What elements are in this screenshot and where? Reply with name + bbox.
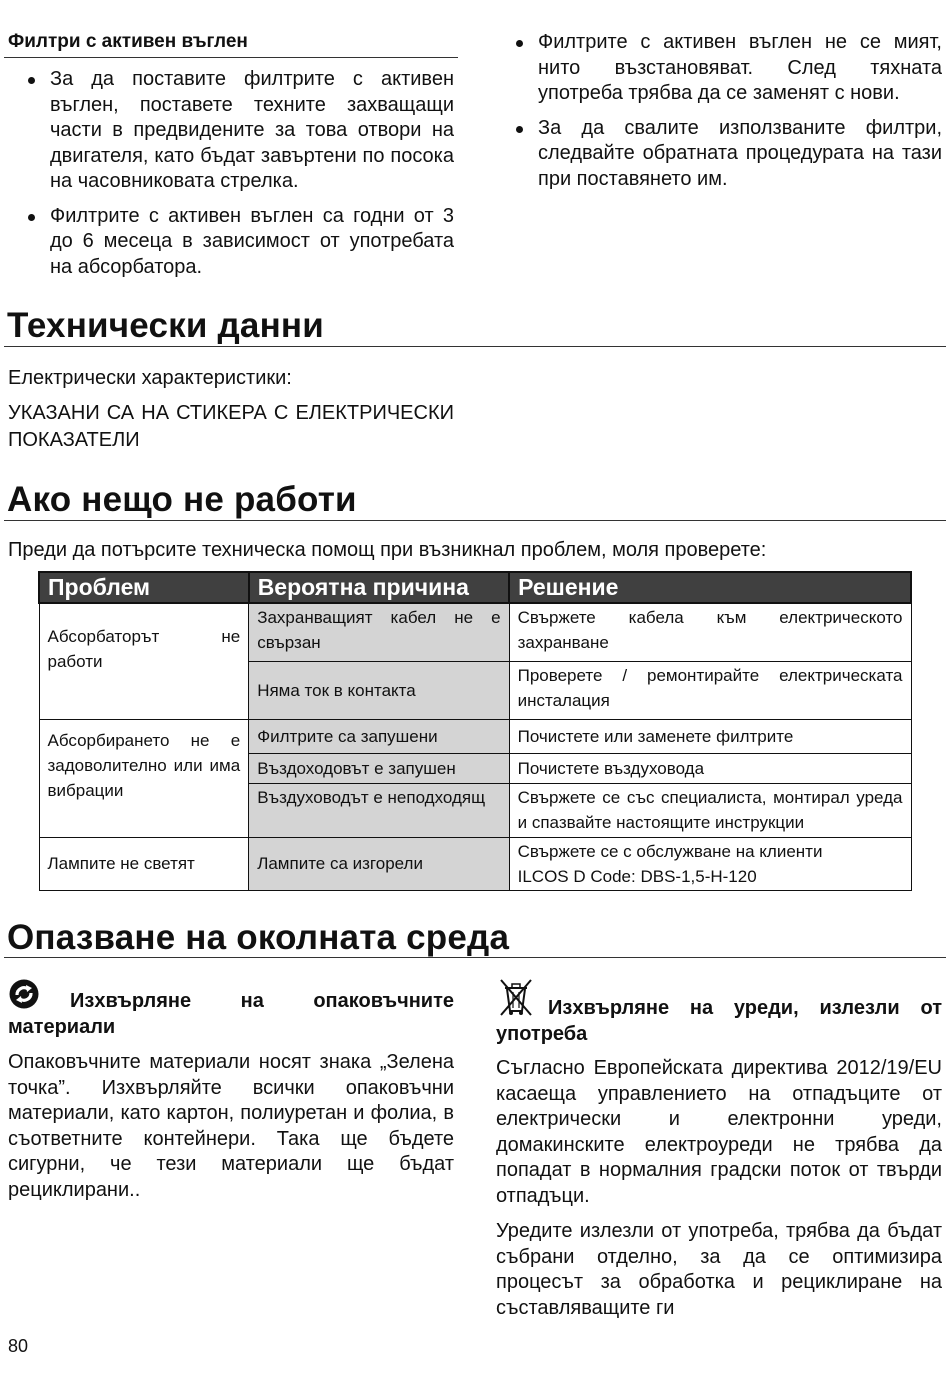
list-item: За да поставите филтрите с активен въглен, поставете техните захващащи части в предвидените за това отвори на двигателя, като бъдат завъртени по посока на часовниковата стрелка. <box>8 67 454 195</box>
solution-cell: Почистете или заменете филтрите <box>509 719 911 753</box>
table-header-row <box>39 572 911 603</box>
filters-heading: Филтри с активен въглен <box>8 31 248 52</box>
problem-cell: Абсорбирането не е задоволително или има вибрации <box>39 719 249 837</box>
bullet-icon <box>516 40 523 47</box>
troubleshooting-heading: Ако нещо не работи <box>7 480 357 519</box>
page-number: 80 <box>8 1336 29 1356</box>
bullet-icon <box>28 77 35 84</box>
solution-cell: Свържете се със специалиста, монтирал уреда и спазвайте настоящите инструкции <box>509 783 911 837</box>
problem-cell: Абсорбаторът не работи <box>39 603 249 719</box>
electrical-sticker-note: УКАЗАНИ СА НА СТИКЕРА С ЕЛЕКТРИЧЕСКИ ПОКАЗАТЕЛИ <box>8 402 454 451</box>
technical-heading-rule <box>4 346 946 347</box>
ilcos-code: ILCOS D Code: DBS-1,5-H-120 <box>517 866 757 886</box>
list-item: За да свалите използваните филтри, следвайте обратната процедурата на тази при поставянето им. <box>496 116 942 193</box>
troubleshooting-table <box>38 571 912 891</box>
column-header-solution: Решение <box>509 572 911 603</box>
table-row <box>39 719 911 753</box>
cause-cell: Захранващият кабел не е свързан <box>249 603 509 661</box>
appliances-text-2: Уредите излезли от употреба, трябва да бъдат събрани отделно, за да се оптимизира процесът за обработка и рециклиране на съставляващите ги <box>496 1220 942 1319</box>
troubleshooting-heading-rule <box>4 520 946 521</box>
environment-heading: Опазване на околната среда <box>7 918 510 957</box>
filters-heading-rule <box>4 57 458 58</box>
packaging-title: Изхвърляне на опаковъчните материали <box>8 990 454 1038</box>
list-item: Филтрите с активен въглен не се мият, нито възстановяват. След тяхната употреба трябва да се заменят с нови. <box>496 30 942 107</box>
cause-cell: Въздоходовът е запушен <box>249 753 509 783</box>
electrical-characteristics-label: Електрически характеристики: <box>8 367 292 389</box>
list-item: Филтрите с активен въглен са годни от 3 до 6 месеца в зависимост от употребата на абсорбатора. <box>8 204 454 281</box>
solution-line: Свържете се с обслужване на клиенти <box>517 841 823 861</box>
filters-left-list <box>8 67 454 289</box>
appliances-text-1: Съгласно Европейската директива 2012/19/EU касаеща управлението на отпадъците от електрически и електронни уреди, домакинските електроуреди не трябва да попадат в нормалния градски поток от твърди отпадъци. <box>496 1057 942 1207</box>
cause-cell: Филтрите са запушени <box>249 719 509 753</box>
solution-cell: Почистете въздуховода <box>509 753 911 783</box>
table-row <box>39 603 911 661</box>
solution-cell <box>509 837 911 890</box>
bullet-icon <box>28 214 35 221</box>
column-header-cause: Вероятна причина <box>249 572 509 603</box>
troubleshooting-intro: Преди да потърсите техническа помощ при възникнал проблем, моля проверете: <box>8 539 767 561</box>
technical-heading: Технически данни <box>7 306 324 345</box>
cause-cell: Лампите са изгорели <box>249 837 509 890</box>
filters-right-list <box>496 30 942 201</box>
packaging-text: Опаковъчните материали носят знака „Зелена точка”. Изхвърляйте всички опаковъчни материали, като картон, полиуретан и фолиа, в съответните контейнери. Така ще бъдете сигурни, че тези материали ще бъдат рециклирани.. <box>8 1051 454 1201</box>
column-header-problem: Проблем <box>39 572 249 603</box>
bullet-icon <box>516 126 523 133</box>
cause-cell: Въздуховодът е неподходящ <box>249 783 509 837</box>
solution-cell: Проверете / ремонтирайте електрическата инсталация <box>509 661 911 719</box>
table-row <box>39 837 911 890</box>
environment-heading-rule <box>4 957 946 958</box>
solution-cell: Свържете кабела към електрическото захранване <box>509 603 911 661</box>
appliances-title: Изхвърляне на уреди, излезли от употреба <box>496 997 942 1045</box>
problem-cell: Лампите не светят <box>39 837 249 890</box>
cause-cell: Няма ток в контакта <box>249 661 509 719</box>
